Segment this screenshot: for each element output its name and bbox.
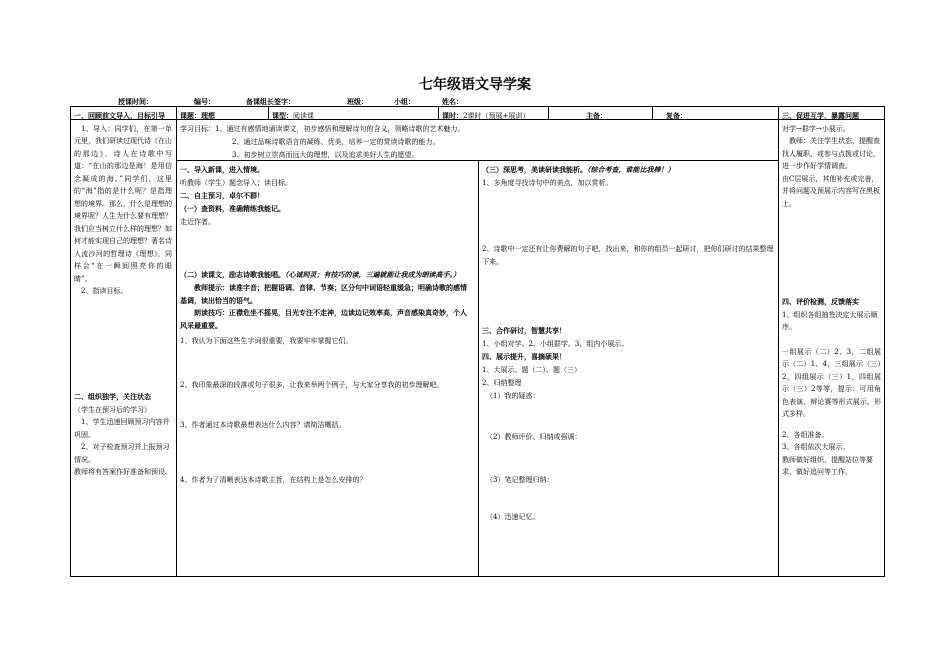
- left-note: （学生在预习后的学习）: [74, 405, 151, 414]
- header-hours-label: 课时：: [442, 112, 463, 120]
- side-groups: 一组展示（二）2、3，二组展示（二）1、4，三组展示（三）2，四组展示（三）1，四组展示（三）2等等，提示：可用角色表演、辩论赛等形式展示。形式多样。: [782, 347, 881, 418]
- side-show: 由C层展示，其他补充或完善，并将问题及预展示内容写在黑板上。: [782, 174, 880, 208]
- meta-leader: 备课组长签字：: [246, 98, 295, 106]
- mid-tip: 教师提示：读准字音；把握语调、音律、节奏；区分句中词语轻重缓急；明确诗歌的感情基调，读出恰当的语气。: [180, 284, 467, 305]
- right-heading-1-main: （三）深思考，美读研读我能析。: [482, 166, 587, 174]
- goal-3: 3、初步树立崇高而远大的理想，以及追求美好人生的愿望。: [232, 151, 419, 159]
- mid-heading-2: 二、自主预习，卓尔不群！: [180, 192, 264, 200]
- col-divider: [478, 160, 479, 577]
- mid-heading-3: （一）查资料，准确精练我能记。: [180, 205, 285, 213]
- left-heading-1: 一、回顾前文导入，目标引导: [74, 112, 165, 120]
- meta-time: 授课时间：: [118, 98, 153, 106]
- side-column: [782, 110, 881, 210]
- left-column-lower: [74, 391, 172, 479]
- header-divider: [268, 106, 269, 119]
- header-review: 复备：: [666, 112, 687, 120]
- right-heading-3: 四、展示提升，喜摘硕果！: [482, 353, 566, 361]
- right-line-2: 2、诗歌中一定还有让你费解的句子吧，找出来，和你的组员一起研讨，把你们研讨的结果整理下来。: [482, 245, 774, 266]
- left-intro: 1、导入：同学们，在第一单元里，我们研读过现代诗《在山的那边》，诗人在诗歌中写道：“在山的那边是海！是用信念凝成的海。”同学们，这里的“海”指的是什么呢？是指理想的境界。那么，什么是理想的境界呢？人生为什么要有理想？我们应当树立什么样的理想？如何才能实现自己的理想？著名诗人流沙河的哲理诗《理想》，同样会“在一瞬间照亮你的眼睛”。: [74, 124, 172, 283]
- page-title: 七年级语文导学案: [419, 77, 531, 93]
- right-line-7: （2）教师评价、归纳或强调：: [486, 433, 582, 441]
- mid-question-1: 1、我认为下面这些生字词很重要，我要牢牢掌握它们。: [180, 337, 353, 345]
- mid-question-2: 2、我印象最深的段落或句子很多，让我来举两个例子，与大家分享我的初步理解吧。: [180, 381, 444, 389]
- side-teacher: 教师：关注学生状态，提醒查找人履职，或参与点拨或讨论，进一步作好学情调查。: [782, 137, 880, 170]
- right-line-5: 2、归纳整理: [482, 379, 522, 387]
- side-organize: 教师做好组织，提醒站位等要求，做好追问等工作。: [782, 455, 873, 476]
- right-line-4: 1、大展示。题（二）、题（三）: [482, 366, 581, 374]
- side-heading-2: 四、评价检测，反馈落实: [782, 298, 859, 306]
- meta-number: 编号：: [194, 98, 215, 106]
- side-flow: 对学→群学→小展示。: [782, 124, 850, 133]
- side-column-lower: [782, 296, 881, 479]
- left-step-3: 教师将有答案作好准备和预设。: [74, 468, 172, 476]
- header-hours-value: 2课时（预展+展训）: [463, 112, 530, 120]
- right-line-9: （4）迅速记忆。: [486, 513, 540, 521]
- header-divider: [652, 106, 653, 119]
- right-line-8: （3）笔记整理归纳：: [486, 476, 554, 484]
- header-lead: 主备：: [586, 112, 607, 120]
- mid-heading-4: [180, 269, 460, 281]
- mid-heading-4-note: （心诚则灵；有技巧的读，三遍就能让我成为朗读高手。）: [285, 270, 460, 279]
- mid-heading-4-main: （二）读课文，励志诗歌我能唱。: [180, 271, 285, 279]
- meta-class: 班级：: [347, 98, 368, 106]
- right-heading-1: [482, 164, 675, 176]
- col-divider: [176, 106, 177, 577]
- header-hours: [442, 110, 529, 122]
- mid-line-1: 听教师（学生）题念导入；读目标。: [180, 179, 292, 187]
- right-line-1: 1、多角度寻找诗句中的美点，加以赏析。: [482, 179, 613, 187]
- header-topic: 课题：理想: [180, 112, 215, 120]
- left-column: [74, 110, 172, 298]
- meta-name: 姓名：: [442, 98, 463, 106]
- header-type: [272, 110, 314, 122]
- mid-question-4: 4、作者为了清晰表达本诗歌主旨，在结构上是怎么安排的？: [180, 476, 367, 484]
- header-type-label: 课型：: [272, 112, 293, 120]
- header-divider: [548, 106, 549, 119]
- mid-heading-1: 一、导入新课，进入情境。: [180, 166, 264, 174]
- right-heading-2: 三、合作研讨，智慧共享！: [482, 327, 566, 335]
- side-prepare: 2、各组准备。: [782, 430, 829, 439]
- meta-group: 小组：: [394, 98, 415, 106]
- mid-line-2: 走近作者。: [180, 218, 215, 226]
- mid-technique: 朗读技巧：正襟危坐不摇晃，目光专注不走神，边读边记效率高，声音感染真奇妙，个人风采最重要。: [180, 309, 467, 330]
- side-draw: 1、组织各组抽签决定大展示顺序。: [782, 310, 878, 331]
- right-line-3: 1、小组对学。2、小组群学。3、组内小展示。: [482, 340, 629, 348]
- header-divider: [438, 106, 439, 119]
- col-divider: [778, 106, 779, 577]
- side-present: 3、各组依次大展示。: [782, 443, 850, 451]
- left-heading-2: 二、组织独学，关注状态: [74, 393, 151, 401]
- right-line-6: （1）我的疑惑：: [486, 392, 540, 400]
- goal-1: 学习目标：1、通过有感情地诵读课文，初步感悟和理解诗句的含义，领略诗歌的艺术魅力。: [180, 125, 465, 133]
- side-heading-1: 三、促进互学，暴露问题: [782, 112, 859, 120]
- left-step-1: 1、学生迅速回顾预习内容并巩固。: [74, 418, 170, 439]
- goal-2: 2、通过品味诗歌语言的凝练、优美，培养一定的赏读诗歌的能力。: [232, 138, 440, 146]
- right-heading-1-note: （综合考查，谁能比我棒！）: [587, 165, 675, 174]
- mid-question-3: 3、作者通过本诗歌最想表达什么内容？请简洁概括。: [180, 421, 346, 429]
- header-type-value: 阅读课: [293, 112, 314, 120]
- left-step-2: 2、对子检查预习并上报预习情况。: [74, 443, 170, 464]
- left-read-goals: 2、指读目标。: [81, 287, 128, 295]
